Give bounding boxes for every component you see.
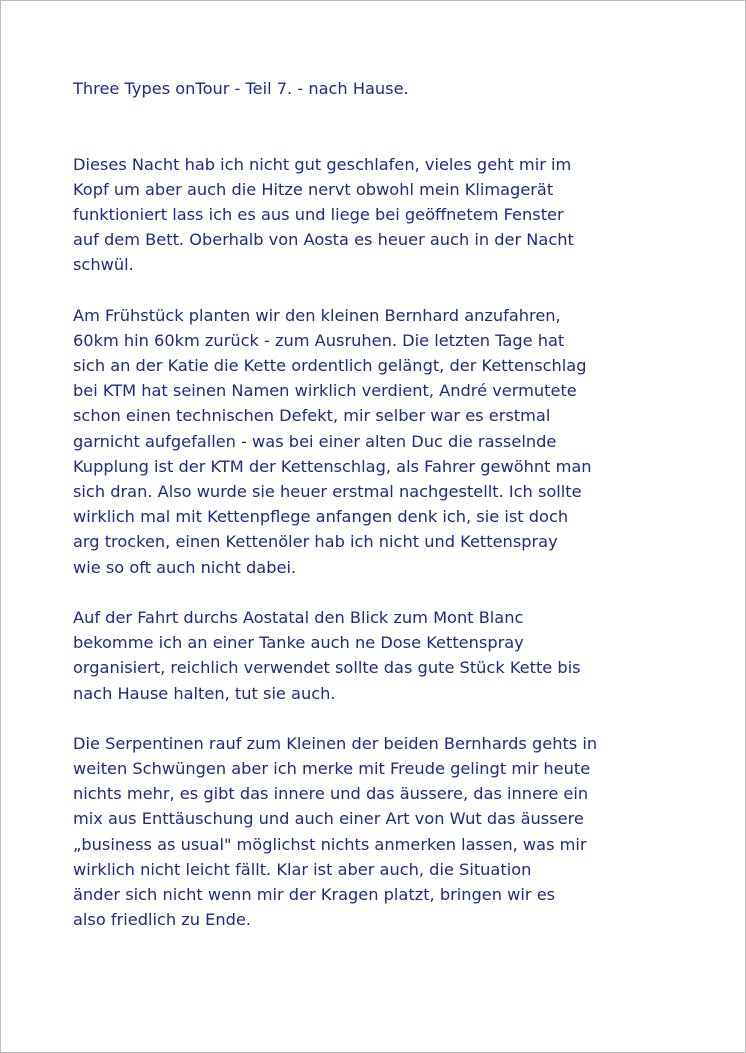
text-line: also friedlich zu Ende. xyxy=(73,910,252,930)
paragraph-2 xyxy=(73,303,678,580)
text-line: bekomme ich an einer Tanke auch ne Dose Kettenspray xyxy=(73,633,524,653)
paragraph-4 xyxy=(73,731,678,933)
text-line: nach Hause halten, tut sie auch. xyxy=(73,683,336,703)
text-line: wirklich mal mit Kettenpflege anfangen denk ich, sie ist doch xyxy=(73,507,569,527)
text-line: schwül. xyxy=(73,255,134,275)
text-line: funktioniert lass ich es aus und liege bei geöffnetem Fenster xyxy=(73,204,564,224)
paragraph-3 xyxy=(73,605,678,706)
text-line: Kupplung ist der KTM der Kettenschlag, als Fahrer gewöhnt man xyxy=(73,456,592,476)
text-line: garnicht aufgefallen - was bei einer alten Duc die rasselnde xyxy=(73,431,557,451)
text-line: auf dem Bett. Oberhalb von Aosta es heuer auch in der Nacht xyxy=(73,230,574,250)
text-line: bei KTM hat seinen Namen wirklich verdient, André vermutete xyxy=(73,381,577,401)
text-line: wie so oft auch nicht dabei. xyxy=(73,557,297,577)
text-line: mix aus Enttäuschung und auch einer Art von Wut das äussere xyxy=(73,809,584,829)
text-line: 60km hin 60km zurück - zum Ausruhen. Die letzten Tage hat xyxy=(73,330,565,350)
text-line: Dieses Nacht hab ich nicht gut geschlafen, vieles geht mir im xyxy=(73,154,572,174)
text-line: schon einen technischen Defekt, mir selber war es erstmal xyxy=(73,406,551,426)
text-line: weiten Schwüngen aber ich merke mit Freude gelingt mir heute xyxy=(73,759,591,779)
text-line: Die Serpentinen rauf zum Kleinen der beiden Bernhards gehts in xyxy=(73,733,598,753)
paragraph-1 xyxy=(73,152,678,278)
text-line: sich an der Katie die Kette ordentlich gelängt, der Kettenschlag xyxy=(73,356,587,376)
text-line: Am Frühstück planten wir den kleinen Bernhard anzufahren, xyxy=(73,305,561,325)
text-line: nichts mehr, es gibt das innere und das äussere, das innere ein xyxy=(73,784,589,804)
document-body xyxy=(73,76,678,958)
text-line: Kopf um aber auch die Hitze nervt obwohl mein Klimagerät xyxy=(73,179,554,199)
text-line: änder sich nicht wenn mir der Kragen platzt, bringen wir es xyxy=(73,885,556,905)
text-line: „business as usual" möglichst nichts anmerken lassen, was mir xyxy=(73,834,587,854)
text-line: Auf der Fahrt durchs Aostatal den Blick zum Mont Blanc xyxy=(73,607,524,627)
text-line: organisiert, reichlich verwendet sollte das gute Stück Kette bis xyxy=(73,658,581,678)
text-line: wirklich nicht leicht fällt. Klar ist aber auch, die Situation xyxy=(73,859,532,879)
document-title: Three Types onTour - Teil 7. - nach Hause. xyxy=(73,79,409,98)
text-line: arg trocken, einen Kettenöler hab ich nicht und Kettenspray xyxy=(73,532,558,552)
text-line: sich dran. Also wurde sie heuer erstmal nachgestellt. Ich sollte xyxy=(73,482,582,502)
